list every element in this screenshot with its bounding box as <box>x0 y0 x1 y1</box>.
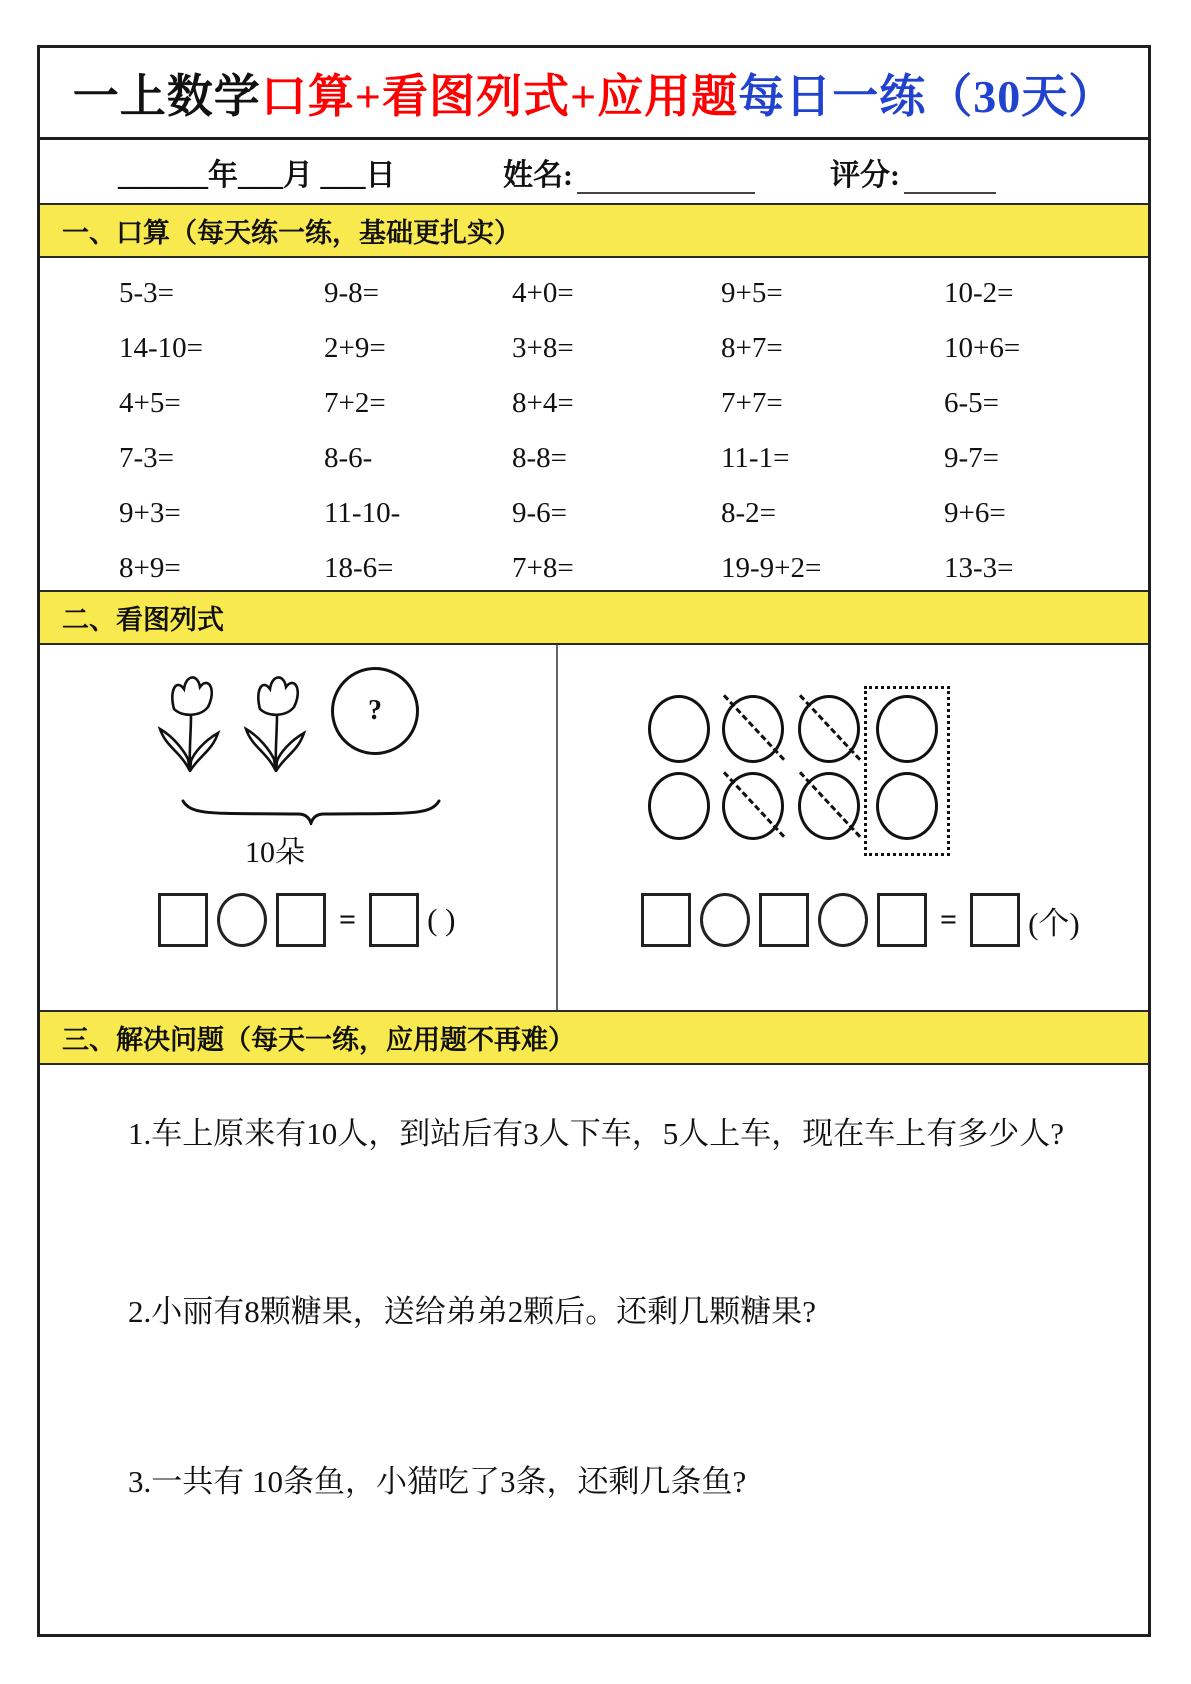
info-row <box>40 140 1148 203</box>
oral-problem-grid <box>119 266 1119 596</box>
question-mark: ? <box>368 695 382 726</box>
oral-problem: 4+0= <box>512 277 574 309</box>
name-blank-line[interactable] <box>577 160 755 194</box>
word-problem-1: 1.车上原来有10人，到站后有3人下车，5人上车，现在车上有多少人? <box>128 1116 1065 1151</box>
section2-heading: 二、看图列式 <box>62 605 224 635</box>
brace-icon <box>180 797 442 830</box>
answer-box[interactable] <box>759 893 809 947</box>
score-field <box>830 150 996 194</box>
answer-box[interactable] <box>641 893 691 947</box>
unit-parens: (个) <box>1028 905 1080 941</box>
tulip-icon <box>150 663 230 778</box>
oral-problem: 19-9+2= <box>721 552 822 584</box>
title-blue-part: 每日一练（30天） <box>738 70 1116 122</box>
worksheet-page <box>37 45 1151 1637</box>
answer-box[interactable] <box>158 893 208 947</box>
oral-problem: 9-6= <box>512 497 568 529</box>
operator-circle[interactable] <box>217 893 267 947</box>
oral-problem: 10+6= <box>944 332 1021 364</box>
column-divider <box>556 645 558 1010</box>
oral-problem: 18-6= <box>324 552 394 584</box>
word-problem-2: 2.小丽有8颗糖果，送给弟弟2颗后。还剩几颗糖果? <box>128 1294 817 1329</box>
answer-box[interactable] <box>970 893 1020 947</box>
score-label: 评分: <box>830 159 900 192</box>
equals-sign: = <box>339 903 357 936</box>
picture-problems-area <box>40 645 1148 1010</box>
oral-problem: 9+3= <box>119 497 181 529</box>
oral-problem: 8+4= <box>512 387 574 419</box>
unknown-quantity-circle <box>331 667 419 755</box>
score-blank-line[interactable] <box>904 160 996 194</box>
name-field <box>503 150 755 194</box>
left-equation-row <box>158 893 456 947</box>
crossed-counter-circle <box>722 695 784 763</box>
crossed-counter-circle <box>722 772 784 840</box>
crossed-counter-circle <box>798 695 860 763</box>
word-problem-3: 3.一共有 10条鱼，小猫吃了3条，还剩几条鱼? <box>128 1464 747 1499</box>
oral-problem: 7+8= <box>512 552 574 584</box>
counter-circle <box>648 772 710 840</box>
unit-parens: ( ) <box>427 902 456 937</box>
brace-total-label: 10朵 <box>245 836 305 869</box>
answer-box[interactable] <box>369 893 419 947</box>
oral-problem: 9+5= <box>721 277 783 309</box>
oral-problem: 10-2= <box>944 277 1014 309</box>
operator-circle[interactable] <box>700 893 750 947</box>
page-title <box>40 48 1148 140</box>
answer-box[interactable] <box>276 893 326 947</box>
dotted-group-box <box>864 686 950 856</box>
oral-problem: 7+7= <box>721 387 783 419</box>
oral-problem: 8-2= <box>721 497 777 529</box>
oral-problem: 13-3= <box>944 552 1014 584</box>
right-equation-row <box>641 893 1080 947</box>
oral-problem: 11-1= <box>721 442 790 474</box>
equals-sign: = <box>940 903 958 936</box>
oral-problem: 5-3= <box>119 277 175 309</box>
answer-box[interactable] <box>877 893 927 947</box>
oral-problem: 11-10- <box>324 497 401 529</box>
oral-problem: 3+8= <box>512 332 574 364</box>
oral-problem: 8+9= <box>119 552 181 584</box>
name-label: 姓名: <box>503 159 573 192</box>
operator-circle[interactable] <box>818 893 868 947</box>
crossed-counter-circle <box>798 772 860 840</box>
section1-header <box>40 203 1148 258</box>
oral-problem: 9-8= <box>324 277 380 309</box>
section3-heading: 三、解决问题（每天一练，应用题不再难） <box>62 1025 575 1055</box>
tulip-icon <box>236 663 316 778</box>
oral-problem: 9+6= <box>944 497 1006 529</box>
section1-heading: 一、口算（每天练一练，基础更扎实） <box>62 218 521 248</box>
oral-problem: 8-6- <box>324 442 373 474</box>
oral-problem: 7-3= <box>119 442 175 474</box>
oral-problem: 8+7= <box>721 332 783 364</box>
oral-problem: 4+5= <box>119 387 181 419</box>
oral-problem: 7+2= <box>324 387 386 419</box>
oral-problem: 9-7= <box>944 442 1000 474</box>
title-red-part: 口算+看图列式+应用题 <box>260 70 739 122</box>
date-field: ______年___月 ___日 <box>118 159 396 192</box>
title-black-part: 一上数学 <box>72 70 261 122</box>
counter-circle <box>648 695 710 763</box>
oral-problem: 6-5= <box>944 387 1000 419</box>
section2-header <box>40 590 1148 645</box>
oral-problem: 14-10= <box>119 332 204 364</box>
section3-header <box>40 1010 1148 1065</box>
oral-problem: 8-8= <box>512 442 568 474</box>
oral-problem: 2+9= <box>324 332 386 364</box>
